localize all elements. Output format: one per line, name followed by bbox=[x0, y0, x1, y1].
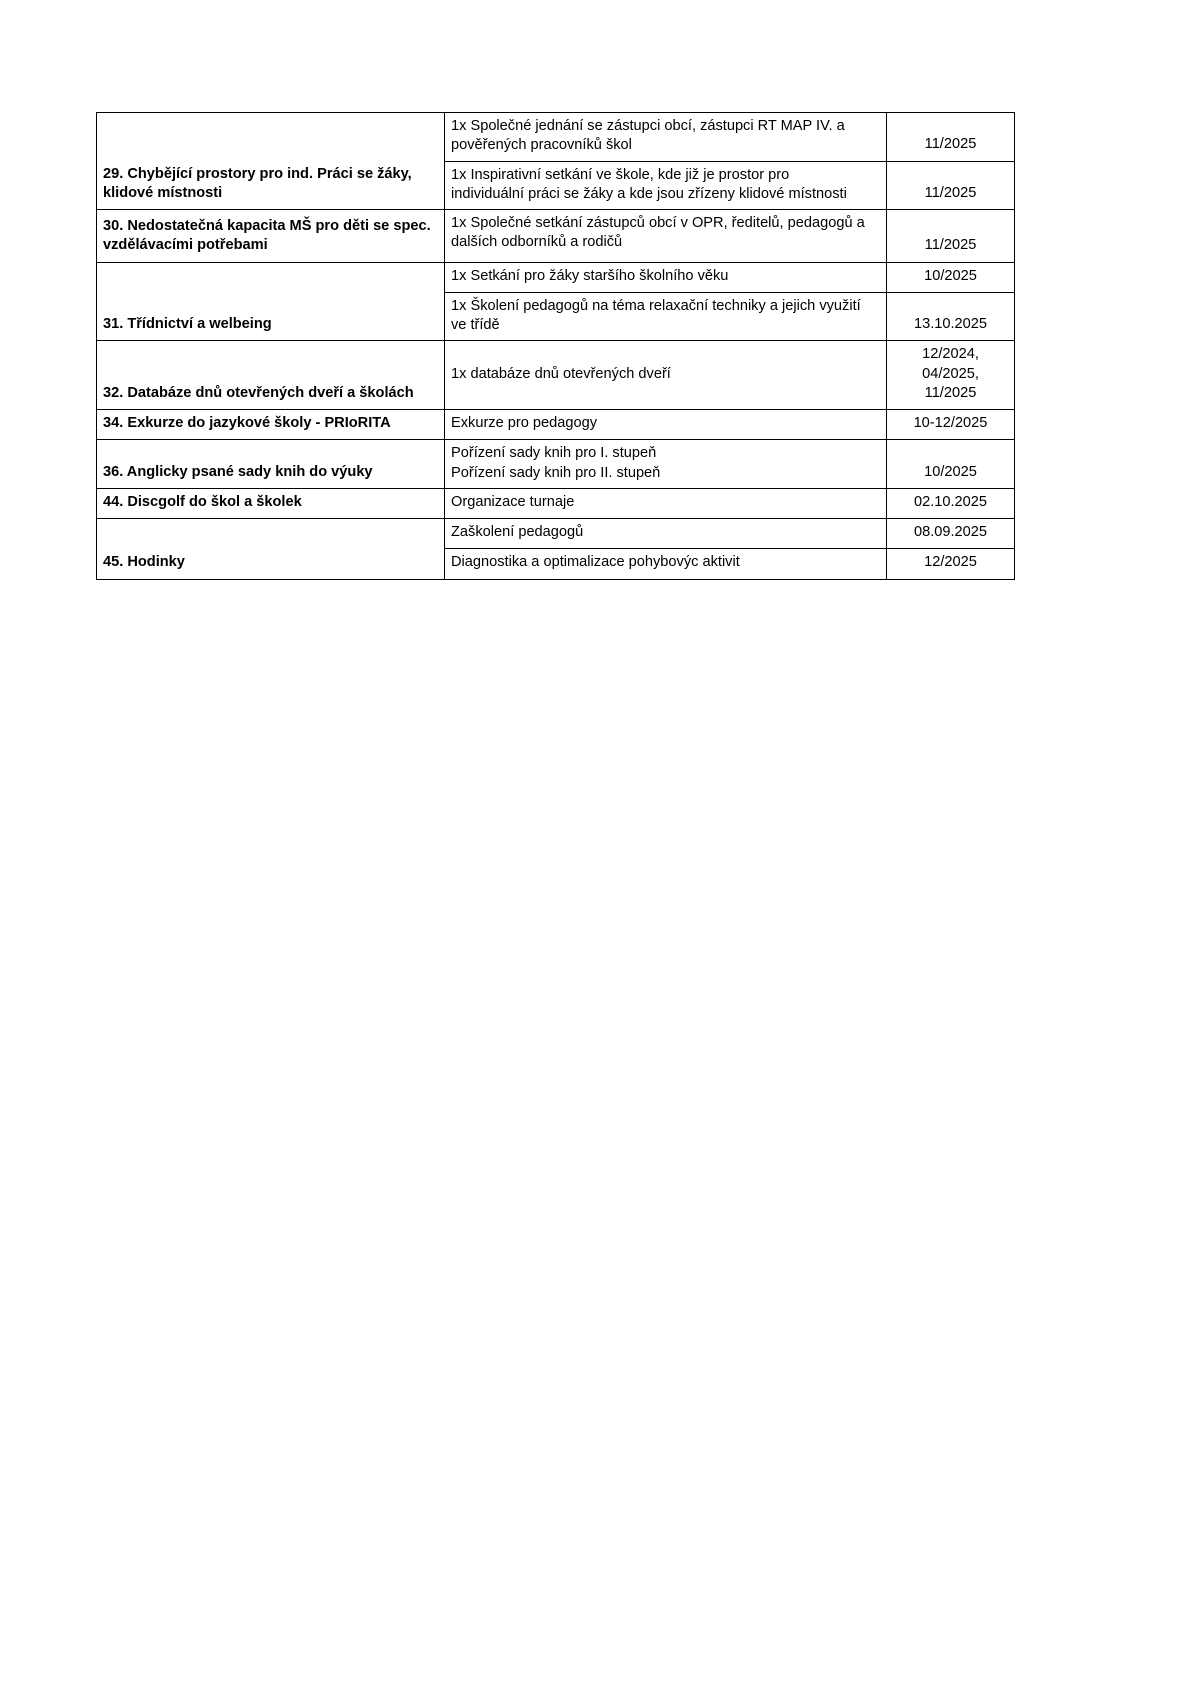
action-line: Pořízení sady knih pro II. stupeň bbox=[451, 464, 661, 481]
topic-line: 32. Databáze dnů otevřených dveří a školách bbox=[103, 384, 414, 401]
row-topic-cell bbox=[97, 210, 445, 263]
topic-line: 34. Exkurze do jazykové školy - PRIoRITA bbox=[103, 415, 391, 431]
table-row bbox=[97, 410, 1015, 440]
action-line: individuální práci se žáky a kde jsou zřízeny klidové místnosti bbox=[451, 185, 847, 202]
row-date-cell: 11/2025 bbox=[887, 113, 1015, 162]
action-line: 1x databáze dnů otevřených dveří bbox=[451, 366, 671, 382]
action-line: dalších odborníků a rodičů bbox=[451, 234, 623, 251]
row-date-cell: 10-12/2025 bbox=[887, 410, 1015, 440]
action-line: 1x Školení pedagogů na téma relaxační techniky a jejich využití bbox=[451, 297, 861, 314]
row-action-cell bbox=[445, 341, 887, 410]
row-topic-cell bbox=[97, 262, 445, 341]
topic-line: 36. Anglicky psané sady knih do výuky bbox=[103, 463, 373, 480]
action-line: 1x Společné jednání se zástupci obcí, zástupci RT MAP IV. a bbox=[451, 118, 845, 134]
action-line: ve třídě bbox=[451, 317, 500, 333]
row-action-cell bbox=[445, 519, 887, 549]
row-topic-cell bbox=[97, 113, 445, 210]
action-line: Pořízení sady knih pro I. stupeň bbox=[451, 445, 657, 462]
row-topic-cell bbox=[97, 341, 445, 410]
row-date-cell: 10/2025 bbox=[887, 262, 1015, 292]
topic-line: vzdělávacími potřebami bbox=[103, 237, 268, 254]
row-action-cell bbox=[445, 440, 887, 489]
action-line: 1x Setkání pro žáky staršího školního věku bbox=[451, 267, 729, 284]
row-topic-cell bbox=[97, 488, 445, 518]
topic-line: 44. Discgolf do škol a školek bbox=[103, 493, 302, 510]
row-action-cell bbox=[445, 113, 887, 162]
date-line: 11/2025 bbox=[924, 384, 977, 401]
row-action-cell bbox=[445, 292, 887, 341]
topic-line: 31. Třídnictví a welbeing bbox=[103, 316, 272, 332]
row-topic-cell bbox=[97, 440, 445, 489]
row-topic-cell bbox=[97, 519, 445, 580]
table-row bbox=[97, 519, 1015, 549]
action-line: Diagnostika a optimalizace pohybovýc aktivit bbox=[451, 554, 740, 571]
row-date-cell: 12/2025 bbox=[887, 549, 1015, 579]
row-topic-cell bbox=[97, 410, 445, 440]
row-date-cell: 11/2025 bbox=[887, 210, 1015, 263]
row-action-cell bbox=[445, 410, 887, 440]
row-date-cell: 11/2025 bbox=[887, 161, 1015, 210]
row-date-cell: 13.10.2025 bbox=[887, 292, 1015, 341]
topic-line: klidové místnosti bbox=[103, 184, 223, 201]
topic-line: 29. Chybějící prostory pro ind. Práci se žáky, bbox=[103, 165, 412, 182]
action-line: Exkurze pro pedagogy bbox=[451, 415, 598, 431]
action-line: 1x Inspirativní setkání ve škole, kde již je prostor pro bbox=[451, 166, 790, 183]
row-action-cell bbox=[445, 549, 887, 579]
table-row bbox=[97, 262, 1015, 292]
row-action-cell bbox=[445, 210, 887, 263]
table-row bbox=[97, 113, 1015, 162]
row-date-cell: 02.10.2025 bbox=[887, 488, 1015, 518]
table-row bbox=[97, 440, 1015, 489]
action-line: pověřených pracovníků škol bbox=[451, 137, 632, 154]
row-action-cell bbox=[445, 488, 887, 518]
date-line: 12/2024, 04/2025, bbox=[922, 346, 979, 382]
table-row bbox=[97, 210, 1015, 263]
row-date-cell: 10/2025 bbox=[887, 440, 1015, 489]
topic-line: 45. Hodinky bbox=[103, 554, 185, 571]
action-line: Zaškolení pedagogů bbox=[451, 524, 584, 540]
action-line: Organizace turnaje bbox=[451, 493, 575, 510]
row-date-cell: 08.09.2025 bbox=[887, 519, 1015, 549]
table-row bbox=[97, 488, 1015, 518]
topic-line: 30. Nedostatečná kapacita MŠ pro děti se spec. bbox=[103, 218, 431, 234]
action-line: 1x Společné setkání zástupců obcí v OPR, ředitelů, pedagogů a bbox=[451, 215, 865, 231]
row-action-cell bbox=[445, 161, 887, 210]
row-date-cell bbox=[887, 341, 1015, 410]
row-action-cell bbox=[445, 262, 887, 292]
activities-table bbox=[96, 112, 1015, 580]
table-row bbox=[97, 341, 1015, 410]
